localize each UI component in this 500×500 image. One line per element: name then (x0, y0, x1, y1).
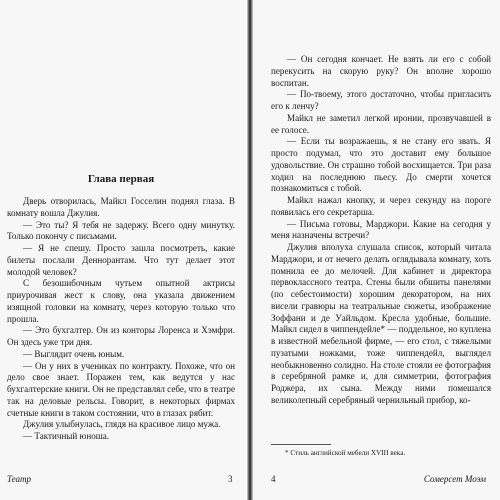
paragraph: — Он сегодня кончает. Не взять ли его с собой перекусить на скорую руку? Он вполне хорошо воспитан. (271, 54, 491, 88)
left-page-text (7, 196, 235, 443)
chapter-title: Глава первая (87, 173, 155, 185)
paragraph: С безошибочным чутьем опытной актрисы приурочивая жест к слову, она указала движением изящной головки на комнату, через которую только что прошла. (7, 278, 235, 324)
paragraph: — Это ты? Я тебя не задержу. Всего одну минутку. Только покончу с письмами. (7, 219, 235, 242)
running-title: Сомерсет Моэм (423, 474, 486, 484)
paragraph: — Это бухгалтер. Он из конторы Лоренса и Хэмфри. Он здесь уже три дня. (7, 325, 235, 347)
paragraph: Дверь отворилась, Майкл Госселин поднял глаза. В комнату вошла Джулия. (7, 196, 235, 218)
paragraph: — Если ты возражаешь, я не стану его звать. Я просто подумал, что это доставит ему большое удовольствие. Он страшно тобой восхищается. Три раза ходил на последнюю пьесу. До смерти хочется познакомиться с тобой. (271, 136, 491, 194)
paragraph: — По-твоему, этого достаточно, чтобы пригласить его к ленчу? (271, 89, 491, 111)
left-page (0, 0, 247, 500)
paragraph: Джулия вполуха слушала список, который читала Марджори, и от нечего делать оглядывала комнату, хоть помнила ее до мелочей. Для кабинет и директора первоклассного театра. Стены были обшиты панелями (по себестоимости) хорошим декоратором, на них висели гравюры на театральные сюжеты, изображение Зоффани и де Уайльдом. Кресла удобные, большие. Майкл сидел в чиппендейле* — поддельное, но куплена в известной мебельной фирме, — его стол, с тяжелыми пузатыми ножками, тоже чиппендейл, выглядел необыкновенно солидно. На столе стояли ее фотография в серебряной рамке и, для симметрии, фотография Роджера, их сына. Между ними помешался великолепный серебряный чернильный прибор, ко- (271, 242, 491, 405)
footnote-divider (271, 444, 331, 445)
running-title: Театр (7, 474, 32, 484)
page-number: 3 (228, 474, 233, 484)
paragraph: Майкл нажал кнопку, и через секунду на пороге появилась его секретарша. (271, 195, 491, 217)
page-number: 4 (271, 474, 276, 484)
footnote: * Стиль английской мебели XVIII века. (285, 449, 406, 457)
paragraph: — Выглядит очень юным. (23, 348, 125, 359)
paragraph: Джулия улыбнулась, глядя на красивое лицо мужа. (23, 419, 221, 430)
paragraph: — Письма готовы, Марджори. Какие на сегодня у меня назначены встречи? (271, 218, 491, 241)
right-page (253, 0, 500, 500)
paragraph: — Тактичный юноша. (23, 431, 110, 441)
paragraph: Майкл не заметил легкой иронии, прозвучавшей в ее голосе. (271, 112, 491, 135)
right-page-text (271, 54, 491, 407)
paragraph: — Он у них в учениках по контракту. Похоже, что он дело свое знает. Поражен тем, как ведутся у нас бухгалтерские книги. Он не представлял себе, что в театре так на деловые рельсы. Говорит, в некоторых фирмах счетные книги в таком состоянии, что в глазах рябит. (7, 360, 235, 418)
paragraph: — Я не спешу. Просто зашла посмотреть, какие билеты послали Деннорантам. Что тут делает этот молодой человек? (7, 243, 235, 277)
